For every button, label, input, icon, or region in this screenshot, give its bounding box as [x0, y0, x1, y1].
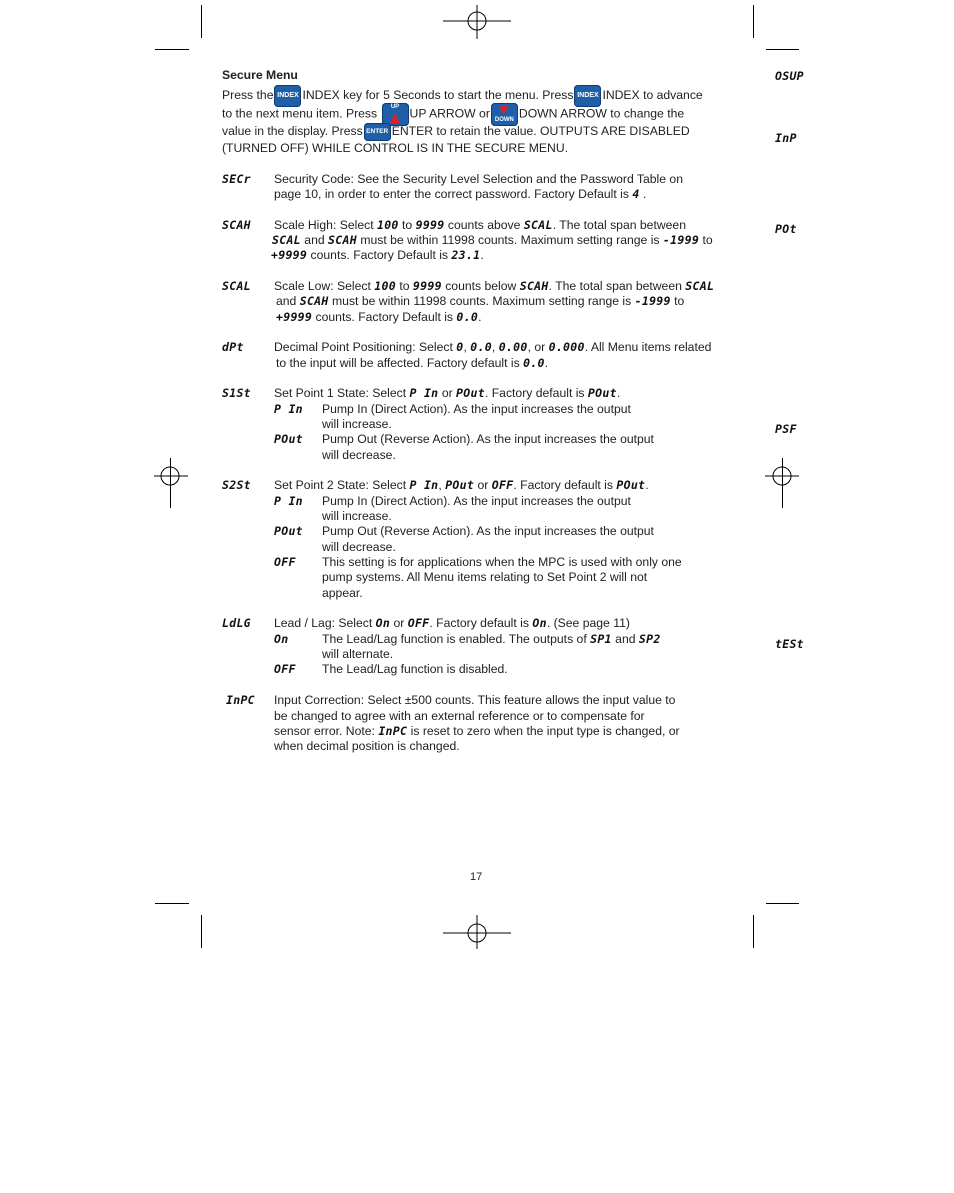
intro-line-1: Press the INDEX INDEX key for 5 Seconds to start the menu. Press INDEX INDEX to advance: [222, 85, 703, 107]
s1st-desc-line-1: Set Point 1 State: Select P In or POut. Factory default is POut.: [274, 386, 621, 400]
option-desc: Pump Out (Reverse Action). As the input increases the output: [322, 524, 654, 538]
menu-code-inpc: InPC: [226, 693, 255, 707]
option-desc: Pump Out (Reverse Action). As the input increases the output: [322, 432, 654, 446]
option-desc: The Lead/Lag function is enabled. The outputs of SP1 and SP2: [322, 632, 661, 646]
scah-desc-line-3: +9999 counts. Factory Default is 23.1.: [271, 248, 484, 262]
intro-line-2: to the next menu item. Press UP UP ARROW or DOWN DOWN ARROW to change the: [222, 103, 684, 126]
option-code-off: OFF: [274, 662, 296, 676]
side-label-pot: POt: [775, 222, 797, 236]
index-key-icon: INDEX: [574, 85, 601, 107]
option-code-pout: POut: [274, 432, 303, 446]
option-code-p-in: P In: [274, 494, 303, 508]
option-desc: pump systems. All Menu items relating to Set Point 2 will not: [322, 570, 648, 584]
registration-mark-left-icon: [154, 458, 188, 494]
side-label-test: tESt: [775, 637, 804, 651]
scah-desc-line-2: SCAL and SCAH must be within 11998 counts. Maximum setting range is -1999 to: [272, 233, 713, 247]
option-code-on: On: [274, 632, 289, 646]
page-number: 17: [470, 871, 483, 883]
down-arrow-key-icon: DOWN: [491, 103, 518, 126]
option-desc: The Lead/Lag function is disabled.: [322, 662, 508, 676]
menu-code-ldlg: LdLG: [222, 616, 251, 630]
menu-code-s2st: S2St: [222, 478, 251, 492]
option-desc: will decrease.: [322, 540, 396, 554]
scah-desc-line-1: Scale High: Select 100 to 9999 counts above SCAL. The total span between: [274, 218, 686, 232]
option-desc: will increase.: [322, 417, 392, 431]
option-desc: will decrease.: [322, 448, 396, 462]
section-title: Secure Menu: [222, 68, 298, 82]
option-desc: Pump In (Direct Action). As the input increases the output: [322, 494, 631, 508]
intro-line-4: (TURNED OFF) WHILE CONTROL IS IN THE SECURE MENU.: [222, 141, 569, 155]
dpt-desc-line-1: Decimal Point Positioning: Select 0, 0.0, 0.00, or 0.000. All Menu items related: [274, 340, 712, 354]
side-label-inp: InP: [775, 131, 797, 145]
menu-code-scal: SCAL: [222, 279, 251, 293]
scal-desc-line-3: +9999 counts. Factory Default is 0.0.: [276, 310, 482, 324]
ldlg-desc-line-1: Lead / Lag: Select On or OFF. Factory default is On. (See page 11): [274, 616, 630, 630]
s2st-desc-line-1: Set Point 2 State: Select P In, POut or OFF. Factory default is POut.: [274, 478, 649, 492]
menu-code-s1st: S1St: [222, 386, 251, 400]
option-desc: will increase.: [322, 509, 392, 523]
menu-code-scah: SCAH: [222, 218, 251, 232]
inpc-desc-line-4: when decimal position is changed.: [274, 739, 460, 753]
menu-code-secr: SECr: [222, 172, 251, 186]
registration-mark-right-icon: [765, 458, 799, 494]
option-desc: Pump In (Direct Action). As the input increases the output: [322, 402, 631, 416]
inpc-desc-line-1: Input Correction: Select ±500 counts. This feature allows the input value to: [274, 693, 676, 707]
registration-mark-top-icon: [443, 5, 511, 39]
option-desc: This setting is for applications when the MPC is used with only one: [322, 555, 682, 569]
secr-desc-line-1: Security Code: See the Security Level Selection and the Password Table on: [274, 172, 683, 186]
side-label-osup: OSUP: [775, 69, 804, 83]
scal-desc-line-2: and SCAH must be within 11998 counts. Maximum setting range is -1999 to: [276, 294, 685, 308]
option-desc: appear.: [322, 586, 363, 600]
option-code-pout: POut: [274, 524, 303, 538]
menu-code-dpt: dPt: [222, 340, 244, 354]
inpc-desc-line-2: be changed to agree with an external reference or to compensate for: [274, 709, 645, 723]
dpt-desc-line-2: to the input will be affected. Factory default is 0.0.: [276, 356, 549, 370]
secr-desc-line-2: page 10, in order to enter the correct password. Factory Default is 4 .: [274, 187, 647, 201]
intro-line-3: value in the display. Press ENTER ENTER to retain the value. OUTPUTS ARE DISABLED: [222, 123, 690, 141]
scal-desc-line-1: Scale Low: Select 100 to 9999 counts below SCAH. The total span between SCAL: [274, 279, 715, 293]
enter-key-icon: ENTER: [364, 123, 391, 141]
registration-mark-bottom-icon: [443, 915, 511, 949]
up-arrow-key-icon: UP: [382, 103, 409, 126]
option-desc: will alternate.: [322, 647, 394, 661]
index-key-icon: INDEX: [274, 85, 301, 107]
side-label-psf: PSF: [775, 422, 797, 436]
inpc-desc-line-3: sensor error. Note: InPC is reset to zero when the input type is changed, or: [274, 724, 680, 738]
option-code-off: OFF: [274, 555, 296, 569]
option-code-p-in: P In: [274, 402, 303, 416]
